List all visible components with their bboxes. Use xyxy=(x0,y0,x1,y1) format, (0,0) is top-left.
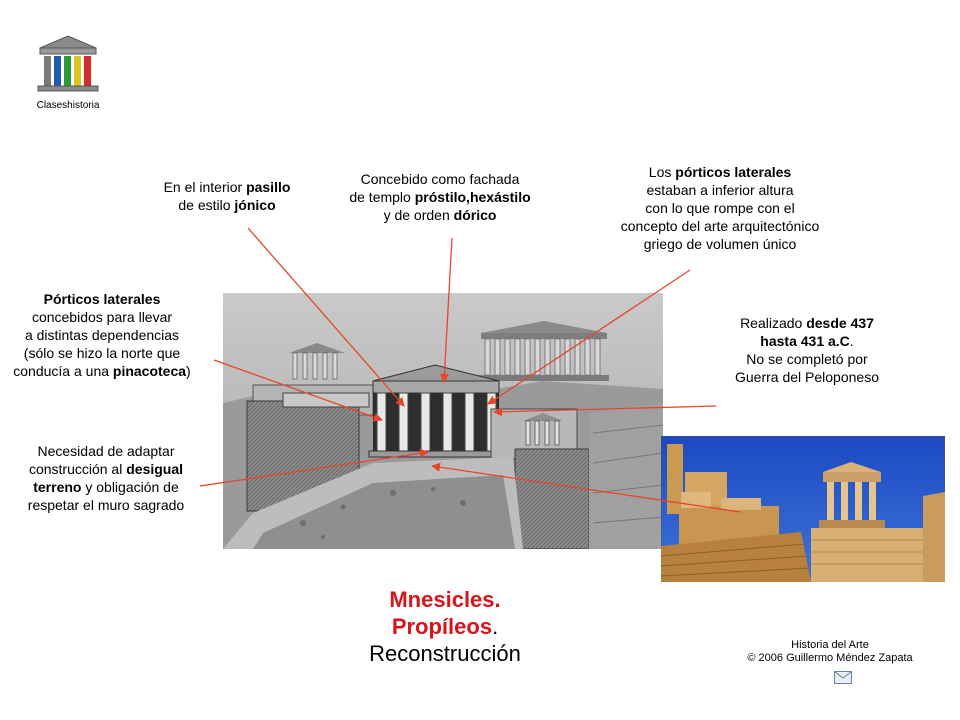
logo-caption: Claseshistoria xyxy=(36,100,100,111)
greek-temple-icon xyxy=(34,34,102,96)
title-author: Mnesicles. xyxy=(389,587,501,612)
annotation-terrain: Necesidad de adaptar construcción al desigual terreno y obligación de respetar el muro sagrado xyxy=(27,443,185,513)
annotation-lateral-height: Los pórticos laterales estaban a inferior altura con lo que rompe con el concepto del arte arquitectónico griego de volumen único xyxy=(620,164,820,252)
title-work: Propíleos. xyxy=(391,614,499,639)
propylaea-ruins-photo xyxy=(661,436,945,582)
propylaea-reconstruction-engraving xyxy=(223,293,663,549)
title-subtitle: Reconstrucción xyxy=(369,641,521,666)
annotation-facade: Concebido como fachada de templo próstilo,hexástilo y de orden dórico xyxy=(349,171,531,223)
footer-credits: Historia del Arte © 2006 Guillermo Méndez Zapata xyxy=(747,639,913,664)
annotation-dates: Realizado desde 437 hasta 431 a.C. No se completó por Guerra del Peloponeso xyxy=(735,315,879,385)
annotation-lateral-porticos: Pórticos laterales concebidos para llevar a distintas dependencias (sólo se hizo la norte que conducía a una pinacoteca) xyxy=(13,291,191,379)
clases-historia-logo[interactable] xyxy=(34,34,102,96)
envelope-icon[interactable] xyxy=(834,671,852,684)
slide-title xyxy=(330,586,560,667)
annotation-interior: En el interior pasillo de estilo jónico xyxy=(163,179,291,213)
